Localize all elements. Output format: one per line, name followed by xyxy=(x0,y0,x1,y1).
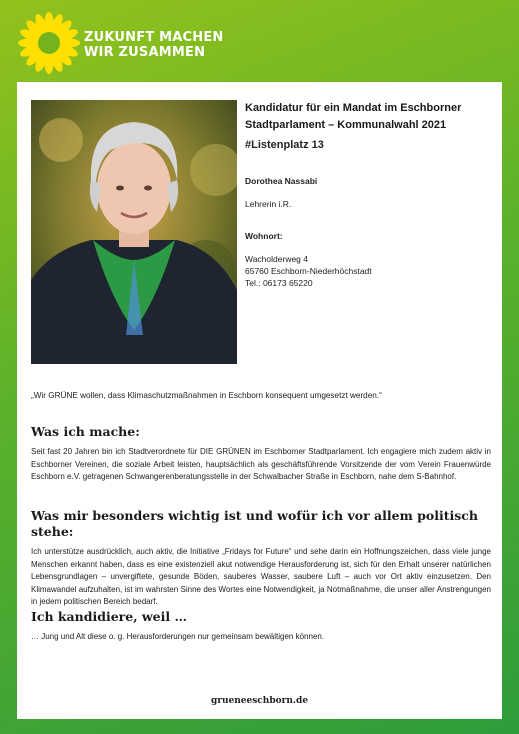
candidacy-title xyxy=(245,100,495,134)
section-body: … Jung und Alt diese o. g. Herausforderungen nur gemeinsam bewältigen können. xyxy=(31,632,325,641)
phone-number: Tel.: 06173 65220 xyxy=(245,278,313,288)
address-street: Wacholderweg 4 xyxy=(245,254,308,264)
sunflower-icon xyxy=(18,12,80,74)
section-heading: Was ich mache: xyxy=(31,424,140,439)
section-why-candidate xyxy=(31,609,491,644)
title-line-1: Kandidatur für ein Mandat im Eschborner xyxy=(245,102,462,114)
section-heading: Was mir besonders wichtig ist und wofür ich vor allem politisch stehe: xyxy=(31,508,478,539)
candidate-info xyxy=(245,100,495,289)
section-body: Ich unterstütze ausdrücklich, auch aktiv, die Initiative „Fridays for Future“ und sehe darin ein Hoffnungszeichen, dass viele junge Menschen erkannt haben, dass es eine existenziell akut notwendige Herausforderung ist, sich für den Erhalt unserer natürlichen Lebensgrundlagen – unvergiftete, gesunde Böden, sauberes Wasser, saubere Luft – auch vor Ort aktiv einzusetzen. Den Klimawandel aufzuhalten, ist im wahrsten Sinne des Wortes eine Notwendigkeit, ja Notmaßnahme, die unser aller Anstrengungen in jedem politischen Bereich bedarf. xyxy=(31,547,491,607)
residence-label: Wohnort: xyxy=(245,231,283,241)
slogan-line-1: ZUKUNFT MACHEN xyxy=(84,30,224,45)
slogan xyxy=(84,30,224,60)
slogan-line-2: WIR ZUSAMMEN xyxy=(84,45,206,60)
website-url: grueneeschborn.de xyxy=(210,696,309,706)
title-line-2: Stadtparlament – Kommunalwahl 2021 xyxy=(245,119,447,131)
header xyxy=(18,12,318,72)
section-what-i-do xyxy=(31,424,491,484)
candidate-portrait xyxy=(31,100,237,364)
candidate-occupation: Lehrerin i.R. xyxy=(245,199,292,209)
section-body: Seit fast 20 Jahren bin ich Stadtverordnete für DIE GRÜNEN im Eschborner Stadtparlament. Ich engagiere mich zudem aktiv in Eschborner Vereinen, die soziale Arbeit leisten, hauptsächlich als geschäftsführende Vorsitzende der vom Verein Frauenwürde Eschborn e.V. getragenen Schwangerenberatungsstelle in der Schwalbacher Straße in Eschborn, nahe dem S-Bahnhof. xyxy=(31,447,491,482)
candidate-card xyxy=(17,82,502,719)
candidate-name: Dorothea Nassabi xyxy=(245,176,318,186)
section-heading: Ich kandidiere, weil … xyxy=(31,609,187,624)
quote: „Wir GRÜNE wollen, dass Klimaschutzmaßnahmen in Eschborn konsequent umgesetzt werden.“ xyxy=(31,391,382,400)
address-city: 65760 Eschborn-Niederhöchstadt xyxy=(245,266,372,276)
list-position: #Listenplatz 13 xyxy=(245,139,324,151)
address xyxy=(245,253,495,289)
section-priorities xyxy=(31,508,491,609)
